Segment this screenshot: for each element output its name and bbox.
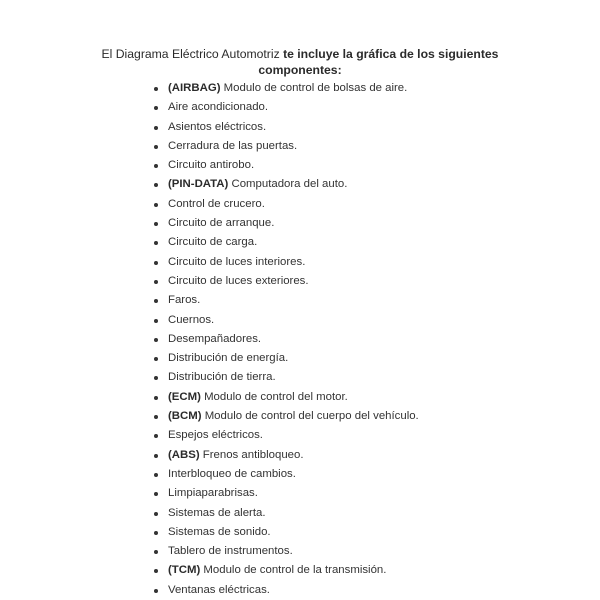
bullet-icon	[154, 126, 158, 130]
item-prefix: (BCM)	[168, 410, 202, 423]
item-prefix: (TCM)	[168, 564, 201, 577]
heading-bold-text: te incluye la gráfica de los siguientes componentes:	[258, 47, 499, 77]
item-text: Interbloqueo de cambios.	[168, 467, 296, 480]
list-item	[148, 195, 419, 214]
bullet-icon	[154, 589, 158, 593]
item-text: Distribución de energía.	[168, 352, 289, 365]
bullet-icon	[154, 87, 158, 91]
bullet-icon	[154, 203, 158, 207]
bullet-icon	[154, 376, 158, 380]
list-item	[148, 79, 419, 98]
item-prefix: (AIRBAG)	[168, 82, 221, 94]
item-text: Asientos eléctricos.	[168, 120, 267, 133]
bullet-icon	[154, 106, 158, 110]
item-text: Sistemas de sonido.	[168, 525, 271, 538]
list-item	[148, 291, 419, 310]
bullet-icon	[154, 415, 158, 419]
bullet-icon	[154, 280, 158, 284]
item-text: Modulo de control de la transmisión.	[200, 564, 387, 577]
list-item	[148, 214, 419, 233]
list-item	[148, 426, 419, 445]
item-text: Tablero de instrumentos.	[168, 545, 293, 558]
item-text: Circuito de luces exteriores.	[168, 274, 309, 287]
item-text: Frenos antibloqueo.	[199, 448, 304, 461]
item-text: Faros.	[168, 294, 201, 307]
bullet-icon	[154, 319, 158, 323]
bullet-icon	[154, 531, 158, 535]
bullet-icon	[154, 241, 158, 245]
item-text: Modulo de control del motor.	[200, 390, 348, 403]
list-item	[148, 368, 419, 387]
list-item	[148, 175, 419, 194]
bullet-icon	[154, 454, 158, 458]
bullet-icon	[154, 357, 158, 361]
list-item	[148, 330, 419, 349]
bullet-icon	[154, 512, 158, 516]
intro-heading	[90, 46, 510, 78]
list-item	[148, 137, 419, 156]
item-text: Ventanas eléctricas.	[168, 583, 270, 596]
item-text: Modulo de control de bolsas de aire.	[220, 82, 408, 94]
bullet-icon	[154, 299, 158, 303]
list-item	[148, 233, 419, 252]
list-item	[148, 349, 419, 368]
list-item	[148, 484, 419, 503]
item-text: Circuito de arranque.	[168, 217, 275, 230]
bullet-icon	[154, 222, 158, 226]
item-text: Distribución de tierra.	[168, 371, 276, 384]
heading-normal-text: El Diagrama Eléctrico Automotriz	[101, 47, 284, 61]
bullet-icon	[154, 434, 158, 438]
bullet-icon	[154, 492, 158, 496]
list-item	[148, 98, 419, 117]
item-text: Circuito de luces interiores.	[168, 255, 306, 268]
bullet-icon	[154, 569, 158, 573]
list-item	[148, 561, 419, 580]
bullet-icon	[154, 145, 158, 149]
list-item	[148, 272, 419, 291]
item-text: Cerradura de las puertas.	[168, 139, 298, 152]
list-item	[148, 523, 419, 542]
item-text: Desempañadores.	[168, 332, 262, 345]
list-item	[148, 446, 419, 465]
bullet-icon	[154, 338, 158, 342]
list-item	[148, 542, 419, 561]
list-item	[148, 465, 419, 484]
bullet-icon	[154, 164, 158, 168]
item-text: Circuito antirobo.	[168, 159, 255, 172]
bullet-icon	[154, 550, 158, 554]
item-text: Circuito de carga.	[168, 236, 258, 249]
item-text: Sistemas de alerta.	[168, 506, 266, 519]
bullet-icon	[154, 261, 158, 265]
list-item	[148, 504, 419, 523]
list-item	[148, 156, 419, 175]
list-item	[148, 253, 419, 272]
item-text: Cuernos.	[168, 313, 215, 326]
list-item	[148, 118, 419, 137]
list-item	[148, 388, 419, 407]
item-prefix: (ECM)	[168, 390, 201, 403]
bullet-icon	[154, 396, 158, 400]
bullet-icon	[154, 473, 158, 477]
list-item	[148, 407, 419, 426]
list-item	[148, 311, 419, 330]
item-text: Modulo de control del cuerpo del vehículo.	[201, 410, 419, 423]
item-text: Espejos eléctricos.	[168, 429, 263, 442]
bullet-icon	[154, 183, 158, 187]
item-text: Control de crucero.	[168, 197, 265, 210]
item-prefix: (PIN-DATA)	[168, 178, 229, 191]
components-list	[148, 79, 419, 600]
item-text: Aire acondicionado.	[168, 101, 269, 114]
list-item	[148, 581, 419, 600]
item-prefix: (ABS)	[168, 448, 200, 461]
item-text: Computadora del auto.	[228, 178, 348, 191]
item-text: Limpiaparabrisas.	[168, 487, 258, 500]
